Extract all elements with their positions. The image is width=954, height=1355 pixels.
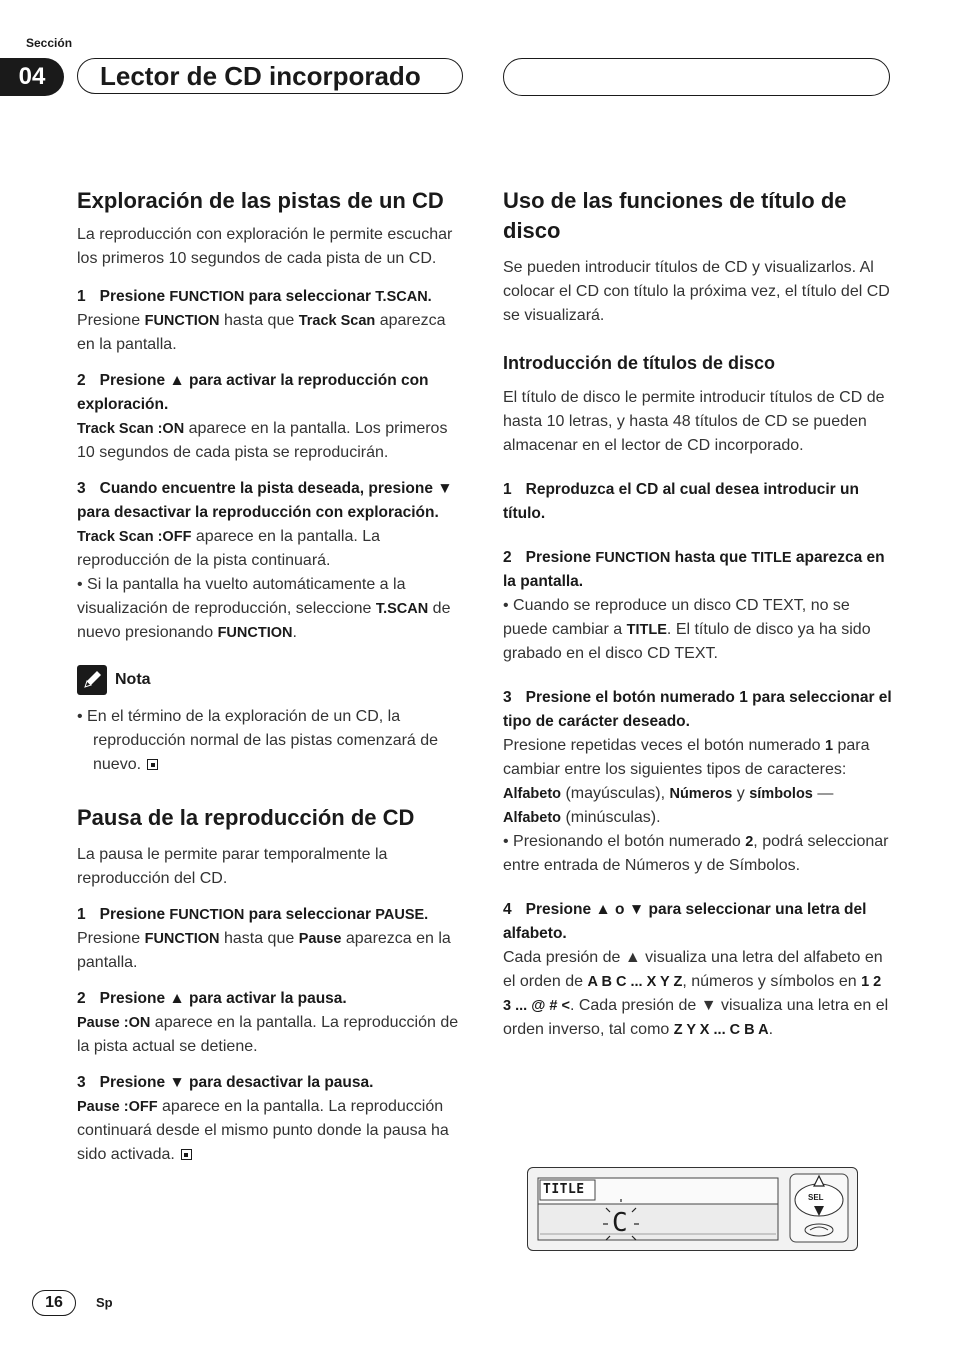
section-label: Sección bbox=[26, 36, 73, 50]
header-empty-box bbox=[503, 58, 890, 96]
title-intro: Se pueden introducir títulos de CD y visualizarlos. Al colocar el CD con título la próxima vez, el título del CD se visualizará. bbox=[503, 259, 890, 324]
scan-step-2: 2 Presione ▲ para activar la reproducción con exploración. bbox=[77, 372, 429, 413]
end-mark-icon bbox=[181, 1149, 192, 1160]
pause-step-3: 3 Presione ▼ para desactivar la pausa. bbox=[77, 1074, 374, 1091]
scan-step-1-body: Presione FUNCTION hasta que Track Scan aparezca en la pantalla. bbox=[77, 312, 446, 353]
title-step-2: 2 Presione FUNCTION hasta que TITLE aparezca en la pantalla. bbox=[503, 549, 885, 590]
left-column bbox=[77, 186, 467, 1167]
section-number-badge: 04 bbox=[0, 58, 64, 96]
title-step-4-body: Cada presión de ▲ visualiza una letra del alfabeto en el orden de A B C ... X Y Z, números y símbolos en 1 2 3 ... @ # <. Cada presión de ▼ visualiza una letra en el orden inverso, tal como Z Y X ... C B A. bbox=[503, 949, 889, 1038]
scan-step-1: 1 Presione FUNCTION para seleccionar T.SCAN. bbox=[77, 288, 432, 305]
title-step-4: 4 Presione ▲ o ▼ para seleccionar una letra del alfabeto. bbox=[503, 901, 867, 942]
title-heading: Uso de las funciones de título de disco bbox=[503, 188, 847, 243]
title-step-3-options: Alfabeto (mayúsculas), Números y símbolos — Alfabeto (minúsculas). bbox=[503, 785, 834, 826]
lcd-display-illustration bbox=[527, 1167, 858, 1251]
title-step-1: 1 Reproduzca el CD al cual desea introducir un título. bbox=[503, 481, 859, 522]
pause-step-2: 2 Presione ▲ para activar la pausa. bbox=[77, 990, 347, 1007]
title-sub-intro: El título de disco le permite introducir títulos de CD de hasta 10 letras, y hasta 48 títulos de CD se pueden almacenar en el lector de CD incorporado. bbox=[503, 389, 885, 454]
pause-intro: La pausa le permite parar temporalmente la reproducción del CD. bbox=[77, 846, 388, 887]
title-step-2-bullet: • Cuando se reproduce un disco CD TEXT, no se puede cambiar a TITLE. El título de disco ya ha sido grabado en el disco CD TEXT. bbox=[503, 597, 871, 662]
title-subheading: Introducción de títulos de disco bbox=[503, 353, 776, 373]
page-number: 16 bbox=[32, 1290, 76, 1316]
note-label: Nota bbox=[115, 671, 151, 688]
scan-step-2-body: Track Scan :ON aparece en la pantalla. Los primeros 10 segundos de cada pista se reproducirán. bbox=[77, 420, 448, 461]
note-bullet: • En el término de la exploración de un CD, la reproducción normal de las pistas comenzará de nuevo. bbox=[77, 708, 439, 773]
title-step-3-body: Presione repetidas veces el botón numerado 1 para cambiar entre los siguientes tipos de caracteres: bbox=[503, 737, 870, 778]
note-header bbox=[77, 665, 467, 695]
title-step-3: 3 Presione el botón numerado 1 para seleccionar el tipo de carácter deseado. bbox=[503, 689, 892, 730]
lcd-title-label: TITLE bbox=[543, 1182, 585, 1197]
lcd-sel-label: SEL bbox=[808, 1193, 824, 1202]
pencil-icon bbox=[77, 665, 107, 695]
pause-step-2-body: Pause :ON aparece en la pantalla. La reproducción de la pista actual se detiene. bbox=[77, 1014, 459, 1055]
scan-intro: La reproducción con exploración le permite escuchar los primeros 10 segundos de cada pista de un CD. bbox=[77, 226, 453, 267]
pause-heading: Pausa de la reproducción de CD bbox=[77, 805, 415, 830]
end-mark-icon bbox=[147, 759, 158, 770]
scan-heading: Exploración de las pistas de un CD bbox=[77, 188, 444, 213]
pause-step-3-body: Pause :OFF aparece en la pantalla. La reproducción continuará desde el mismo punto donde la pausa ha sido activada. bbox=[77, 1098, 449, 1163]
title-step-3-bullet: • Presionando el botón numerado 2, podrá seleccionar entre entrada de Números y de Símbolos. bbox=[503, 833, 889, 874]
pause-step-1: 1 Presione FUNCTION para seleccionar PAUSE. bbox=[77, 906, 429, 923]
right-column bbox=[503, 186, 893, 1042]
scan-step-3-bullet: • Si la pantalla ha vuelto automáticamente a la visualización de reproducción, seleccione T.SCAN de nuevo presionando FUNCTION. bbox=[77, 576, 451, 641]
scan-step-3-body: Track Scan :OFF aparece en la pantalla. La reproducción de la pista continuará. bbox=[77, 528, 381, 569]
pause-step-1-body: Presione FUNCTION hasta que Pause aparezca en la pantalla. bbox=[77, 930, 451, 971]
language-code: Sp bbox=[96, 1295, 113, 1310]
chapter-title: Lector de CD incorporado bbox=[77, 58, 463, 94]
scan-step-3: 3 Cuando encuentre la pista deseada, presione ▼ para desactivar la reproducción con exploración. bbox=[77, 480, 453, 521]
lcd-character: C bbox=[612, 1208, 628, 1238]
